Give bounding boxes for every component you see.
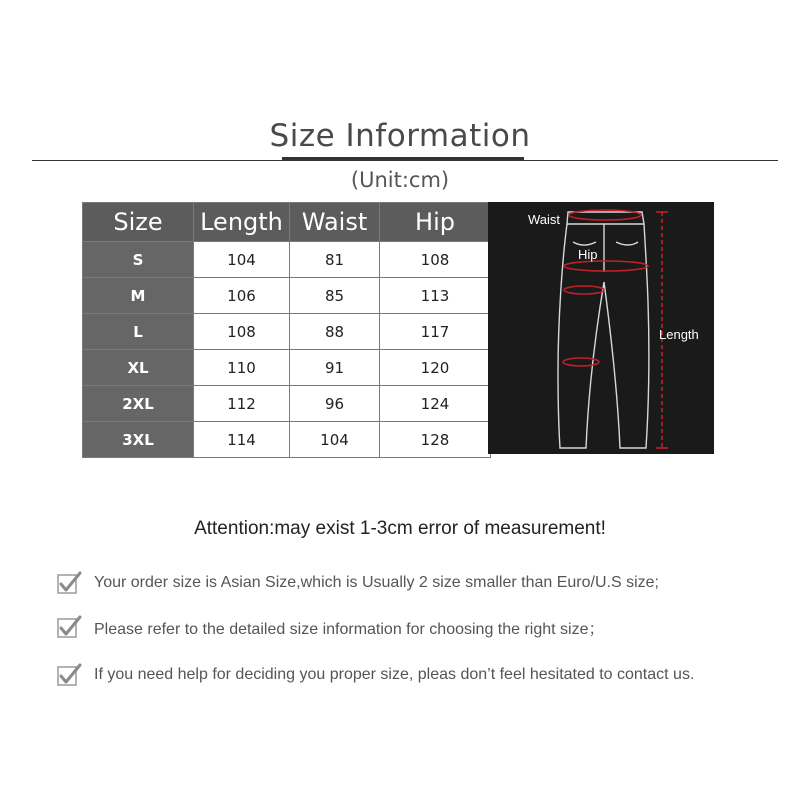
length-cell: 108 [194,314,290,350]
header-waist: Waist [290,203,380,242]
table-row [83,422,491,458]
table-row [83,242,491,278]
note-text: If you need help for deciding you proper size, pleas don’t feel hesitated to contact us. [94,666,695,683]
length-label: Length [659,327,699,342]
hip-cell: 117 [380,314,491,350]
page-title: Size Information [269,118,531,154]
hip-cell: 124 [380,386,491,422]
header-length: Length [194,203,290,242]
size-cell: L [83,314,194,350]
waist-cell: 88 [290,314,380,350]
waist-label: Waist [528,212,561,227]
waist-cell: 91 [290,350,380,386]
note-text: Your order size is Asian Size,which is Usually 2 size smaller than Euro/U.S size; [94,574,659,591]
table-row [83,386,491,422]
size-cell: XL [83,350,194,386]
note-item [56,612,776,642]
knee-measure-line [563,358,599,366]
waist-cell: 81 [290,242,380,278]
table-row [83,314,491,350]
waist-cell: 104 [290,422,380,458]
waist-cell: 85 [290,278,380,314]
note-text: Please refer to the detailed size information for choosing the right size； [94,620,605,638]
title-underline [282,157,524,161]
length-cell: 106 [194,278,290,314]
thigh-measure-line [564,286,604,294]
pants-outline [558,212,649,448]
size-cell: S [83,242,194,278]
pants-measurement-diagram [488,202,714,454]
unit-label: (Unit:cm) [350,168,450,192]
length-cell: 104 [194,242,290,278]
size-table [82,202,491,458]
hip-cell: 128 [380,422,491,458]
header-hip: Hip [380,203,491,242]
size-cell: M [83,278,194,314]
hip-cell: 108 [380,242,491,278]
length-cell: 112 [194,386,290,422]
checkmark-icon [56,614,82,640]
hip-cell: 120 [380,350,491,386]
checkmark-icon [56,662,82,688]
size-cell: 2XL [83,386,194,422]
hip-measure-line [564,261,648,271]
note-item [56,568,776,598]
hip-label: Hip [578,247,598,262]
length-cell: 114 [194,422,290,458]
size-cell: 3XL [83,422,194,458]
length-cell: 110 [194,350,290,386]
waist-cell: 96 [290,386,380,422]
hip-cell: 113 [380,278,491,314]
checkmark-icon [56,570,82,596]
table-row [83,350,491,386]
attention-note: Attention:may exist 1-3cm error of measurement! [194,518,606,539]
table-row [83,278,491,314]
table-header-row [83,203,491,242]
header-size: Size [83,203,194,242]
note-item [56,660,776,690]
